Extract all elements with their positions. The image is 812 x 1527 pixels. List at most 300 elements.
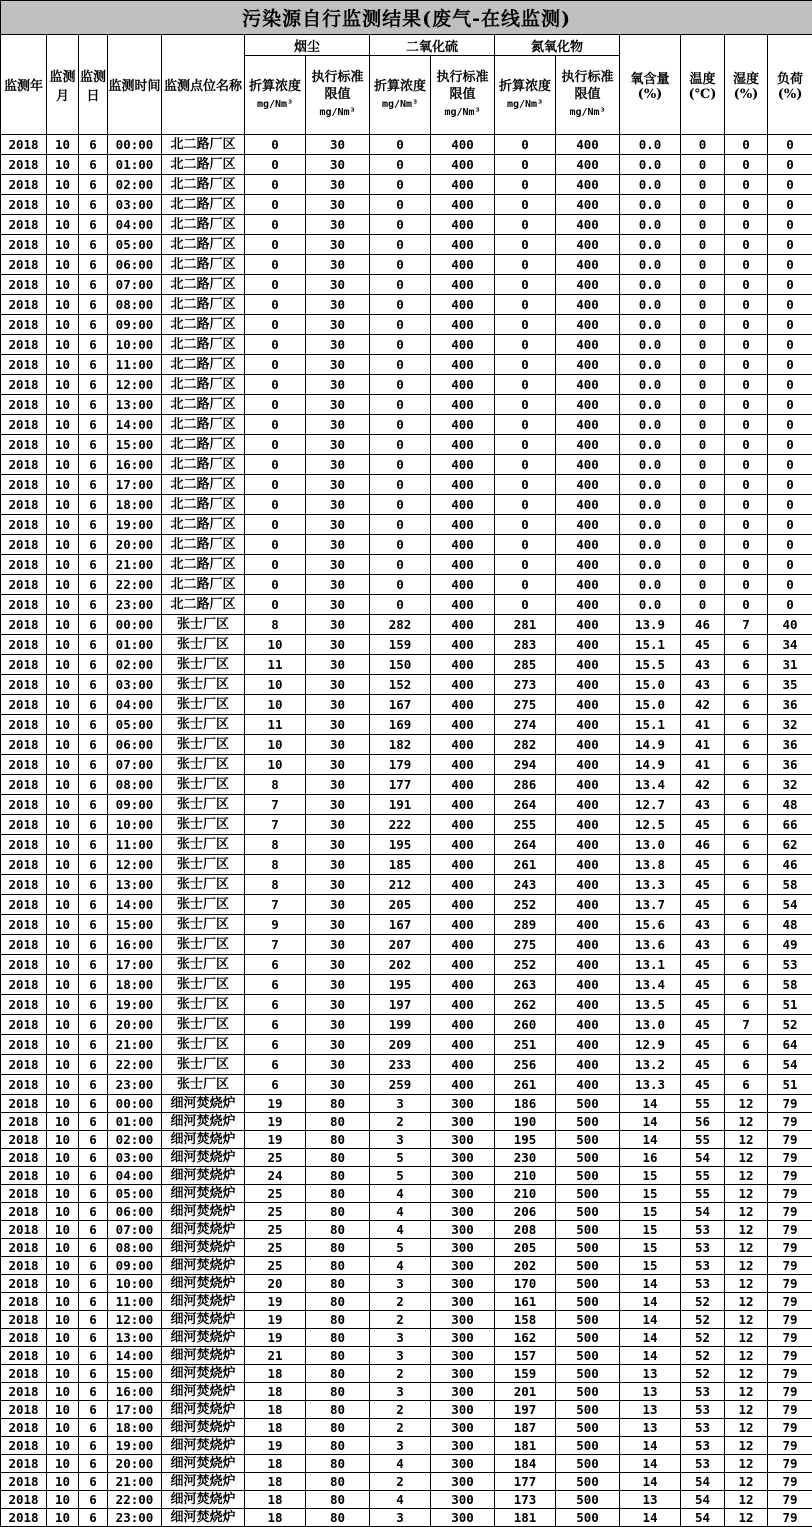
cell-load: 79 bbox=[768, 1131, 812, 1149]
cell-load: 0 bbox=[768, 415, 812, 435]
cell-day: 6 bbox=[79, 175, 108, 195]
cell-nox-limit: 500 bbox=[556, 1455, 620, 1473]
cell-dust-conc: 6 bbox=[245, 1075, 306, 1095]
cell-oxygen: 13.8 bbox=[620, 855, 681, 875]
cell-dust-limit: 30 bbox=[306, 255, 370, 275]
cell-humidity: 6 bbox=[725, 995, 768, 1015]
cell-humidity: 6 bbox=[725, 815, 768, 835]
cell-month: 10 bbox=[47, 955, 79, 975]
cell-day: 6 bbox=[79, 835, 108, 855]
cell-dust-conc: 7 bbox=[245, 815, 306, 835]
cell-nox-limit: 400 bbox=[556, 875, 620, 895]
cell-so2-conc: 0 bbox=[370, 455, 431, 475]
cell-humidity: 12 bbox=[725, 1365, 768, 1383]
cell-year: 2018 bbox=[1, 1509, 47, 1527]
table-row bbox=[1, 1275, 812, 1293]
cell-month: 10 bbox=[47, 435, 79, 455]
cell-temp: 53 bbox=[681, 1221, 725, 1239]
cell-time: 23:00 bbox=[108, 1075, 162, 1095]
cell-humidity: 12 bbox=[725, 1185, 768, 1203]
table-row bbox=[1, 1113, 812, 1131]
cell-so2-limit: 300 bbox=[431, 1221, 495, 1239]
cell-humidity: 12 bbox=[725, 1311, 768, 1329]
cell-month: 10 bbox=[47, 415, 79, 435]
cell-time: 22:00 bbox=[108, 1055, 162, 1075]
cell-dust-limit: 30 bbox=[306, 375, 370, 395]
cell-load: 58 bbox=[768, 875, 812, 895]
cell-so2-limit: 300 bbox=[431, 1149, 495, 1167]
cell-month: 10 bbox=[47, 635, 79, 655]
cell-so2-limit: 400 bbox=[431, 735, 495, 755]
cell-dust-limit: 80 bbox=[306, 1383, 370, 1401]
cell-nox-conc: 256 bbox=[495, 1055, 556, 1075]
table-row bbox=[1, 735, 812, 755]
table-row bbox=[1, 955, 812, 975]
cell-dust-limit: 80 bbox=[306, 1473, 370, 1491]
cell-so2-limit: 400 bbox=[431, 355, 495, 375]
cell-year: 2018 bbox=[1, 295, 47, 315]
cell-so2-conc: 3 bbox=[370, 1437, 431, 1455]
cell-dust-limit: 80 bbox=[306, 1293, 370, 1311]
cell-so2-conc: 207 bbox=[370, 935, 431, 955]
cell-dust-conc: 0 bbox=[245, 475, 306, 495]
cell-dust-limit: 80 bbox=[306, 1401, 370, 1419]
cell-nox-conc: 282 bbox=[495, 735, 556, 755]
cell-nox-conc: 206 bbox=[495, 1203, 556, 1221]
cell-humidity: 0 bbox=[725, 155, 768, 175]
cell-load: 46 bbox=[768, 855, 812, 875]
cell-so2-limit: 400 bbox=[431, 335, 495, 355]
cell-day: 6 bbox=[79, 1035, 108, 1055]
cell-temp: 0 bbox=[681, 455, 725, 475]
cell-oxygen: 13.5 bbox=[620, 995, 681, 1015]
table-row bbox=[1, 835, 812, 855]
cell-nox-conc: 0 bbox=[495, 135, 556, 155]
table-row bbox=[1, 455, 812, 475]
cell-humidity: 6 bbox=[725, 795, 768, 815]
cell-oxygen: 0.0 bbox=[620, 435, 681, 455]
cell-nox-conc: 0 bbox=[495, 415, 556, 435]
cell-site: 张士厂区 bbox=[162, 775, 245, 795]
cell-time: 00:00 bbox=[108, 135, 162, 155]
cell-dust-conc: 6 bbox=[245, 995, 306, 1015]
cell-so2-conc: 2 bbox=[370, 1401, 431, 1419]
cell-dust-limit: 80 bbox=[306, 1347, 370, 1365]
cell-humidity: 6 bbox=[725, 715, 768, 735]
cell-site: 细河焚烧炉 bbox=[162, 1437, 245, 1455]
table-row bbox=[1, 1473, 812, 1491]
table-row bbox=[1, 1075, 812, 1095]
cell-day: 6 bbox=[79, 675, 108, 695]
cell-load: 40 bbox=[768, 615, 812, 635]
cell-month: 10 bbox=[47, 1365, 79, 1383]
cell-load: 0 bbox=[768, 555, 812, 575]
table-row bbox=[1, 135, 812, 155]
cell-humidity: 7 bbox=[725, 615, 768, 635]
cell-so2-conc: 259 bbox=[370, 1075, 431, 1095]
cell-oxygen: 0.0 bbox=[620, 395, 681, 415]
cell-time: 11:00 bbox=[108, 1293, 162, 1311]
cell-nox-conc: 273 bbox=[495, 675, 556, 695]
table-row bbox=[1, 1185, 812, 1203]
cell-so2-conc: 197 bbox=[370, 995, 431, 1015]
cell-so2-limit: 400 bbox=[431, 955, 495, 975]
cell-so2-conc: 209 bbox=[370, 1035, 431, 1055]
cell-so2-limit: 400 bbox=[431, 455, 495, 475]
cell-dust-conc: 10 bbox=[245, 695, 306, 715]
cell-site: 细河焚烧炉 bbox=[162, 1185, 245, 1203]
cell-nox-limit: 400 bbox=[556, 975, 620, 995]
cell-so2-conc: 0 bbox=[370, 595, 431, 615]
cell-dust-conc: 10 bbox=[245, 675, 306, 695]
cell-so2-limit: 400 bbox=[431, 195, 495, 215]
cell-month: 10 bbox=[47, 875, 79, 895]
cell-humidity: 6 bbox=[725, 915, 768, 935]
cell-dust-conc: 25 bbox=[245, 1257, 306, 1275]
cell-temp: 0 bbox=[681, 595, 725, 615]
table-row bbox=[1, 675, 812, 695]
cell-time: 02:00 bbox=[108, 1131, 162, 1149]
cell-nox-limit: 400 bbox=[556, 775, 620, 795]
cell-site: 细河焚烧炉 bbox=[162, 1203, 245, 1221]
cell-nox-conc: 0 bbox=[495, 255, 556, 275]
cell-dust-limit: 30 bbox=[306, 175, 370, 195]
cell-month: 10 bbox=[47, 1419, 79, 1437]
cell-dust-conc: 19 bbox=[245, 1311, 306, 1329]
cell-nox-limit: 400 bbox=[556, 395, 620, 415]
cell-dust-limit: 30 bbox=[306, 275, 370, 295]
cell-month: 10 bbox=[47, 695, 79, 715]
cell-dust-limit: 30 bbox=[306, 335, 370, 355]
cell-so2-conc: 169 bbox=[370, 715, 431, 735]
cell-month: 10 bbox=[47, 1383, 79, 1401]
cell-time: 05:00 bbox=[108, 715, 162, 735]
cell-temp: 45 bbox=[681, 1075, 725, 1095]
cell-month: 10 bbox=[47, 715, 79, 735]
cell-temp: 45 bbox=[681, 815, 725, 835]
cell-nox-conc: 252 bbox=[495, 895, 556, 915]
cell-nox-conc: 261 bbox=[495, 855, 556, 875]
cell-nox-limit: 400 bbox=[556, 955, 620, 975]
cell-oxygen: 0.0 bbox=[620, 415, 681, 435]
cell-load: 79 bbox=[768, 1095, 812, 1113]
cell-dust-conc: 19 bbox=[245, 1131, 306, 1149]
cell-oxygen: 15 bbox=[620, 1203, 681, 1221]
cell-year: 2018 bbox=[1, 895, 47, 915]
cell-load: 58 bbox=[768, 975, 812, 995]
cell-nox-limit: 500 bbox=[556, 1131, 620, 1149]
cell-so2-limit: 400 bbox=[431, 815, 495, 835]
cell-dust-limit: 30 bbox=[306, 395, 370, 415]
table-row bbox=[1, 555, 812, 575]
cell-year: 2018 bbox=[1, 575, 47, 595]
cell-nox-limit: 400 bbox=[556, 635, 620, 655]
cell-time: 01:00 bbox=[108, 1113, 162, 1131]
cell-dust-conc: 0 bbox=[245, 195, 306, 215]
table-row bbox=[1, 495, 812, 515]
cell-time: 14:00 bbox=[108, 895, 162, 915]
cell-so2-conc: 0 bbox=[370, 315, 431, 335]
cell-day: 6 bbox=[79, 735, 108, 755]
cell-humidity: 0 bbox=[725, 275, 768, 295]
cell-site: 张士厂区 bbox=[162, 1015, 245, 1035]
cell-dust-conc: 18 bbox=[245, 1365, 306, 1383]
cell-temp: 43 bbox=[681, 935, 725, 955]
cell-nox-conc: 186 bbox=[495, 1095, 556, 1113]
cell-humidity: 0 bbox=[725, 415, 768, 435]
cell-year: 2018 bbox=[1, 775, 47, 795]
cell-humidity: 12 bbox=[725, 1239, 768, 1257]
cell-year: 2018 bbox=[1, 615, 47, 635]
cell-time: 02:00 bbox=[108, 175, 162, 195]
cell-temp: 52 bbox=[681, 1365, 725, 1383]
cell-load: 79 bbox=[768, 1365, 812, 1383]
cell-so2-limit: 400 bbox=[431, 655, 495, 675]
cell-humidity: 6 bbox=[725, 935, 768, 955]
cell-time: 10:00 bbox=[108, 1275, 162, 1293]
cell-dust-conc: 0 bbox=[245, 515, 306, 535]
cell-dust-limit: 30 bbox=[306, 775, 370, 795]
cell-dust-limit: 80 bbox=[306, 1419, 370, 1437]
cell-dust-conc: 0 bbox=[245, 135, 306, 155]
cell-site: 北二路厂区 bbox=[162, 195, 245, 215]
cell-temp: 55 bbox=[681, 1185, 725, 1203]
cell-time: 09:00 bbox=[108, 315, 162, 335]
cell-oxygen: 14 bbox=[620, 1131, 681, 1149]
cell-year: 2018 bbox=[1, 315, 47, 335]
cell-dust-conc: 0 bbox=[245, 375, 306, 395]
cell-temp: 41 bbox=[681, 715, 725, 735]
cell-dust-limit: 30 bbox=[306, 915, 370, 935]
table-row bbox=[1, 755, 812, 775]
table-row bbox=[1, 515, 812, 535]
cell-month: 10 bbox=[47, 1035, 79, 1055]
cell-load: 51 bbox=[768, 1075, 812, 1095]
cell-day: 6 bbox=[79, 275, 108, 295]
cell-nox-limit: 400 bbox=[556, 355, 620, 375]
cell-temp: 0 bbox=[681, 435, 725, 455]
cell-temp: 45 bbox=[681, 875, 725, 895]
cell-oxygen: 14 bbox=[620, 1329, 681, 1347]
cell-time: 22:00 bbox=[108, 575, 162, 595]
cell-nox-conc: 157 bbox=[495, 1347, 556, 1365]
table-row bbox=[1, 855, 812, 875]
cell-dust-limit: 30 bbox=[306, 615, 370, 635]
cell-so2-conc: 2 bbox=[370, 1113, 431, 1131]
cell-day: 6 bbox=[79, 375, 108, 395]
cell-temp: 43 bbox=[681, 795, 725, 815]
cell-dust-conc: 18 bbox=[245, 1419, 306, 1437]
cell-temp: 54 bbox=[681, 1149, 725, 1167]
cell-month: 10 bbox=[47, 135, 79, 155]
table-row bbox=[1, 275, 812, 295]
cell-nox-limit: 500 bbox=[556, 1239, 620, 1257]
cell-month: 10 bbox=[47, 755, 79, 775]
cell-so2-limit: 400 bbox=[431, 535, 495, 555]
cell-site: 北二路厂区 bbox=[162, 335, 245, 355]
cell-dust-limit: 80 bbox=[306, 1365, 370, 1383]
cell-month: 10 bbox=[47, 1075, 79, 1095]
cell-dust-limit: 30 bbox=[306, 995, 370, 1015]
cell-dust-limit: 30 bbox=[306, 515, 370, 535]
cell-month: 10 bbox=[47, 1473, 79, 1491]
cell-humidity: 12 bbox=[725, 1347, 768, 1365]
cell-month: 10 bbox=[47, 1275, 79, 1293]
cell-so2-conc: 3 bbox=[370, 1509, 431, 1527]
cell-site: 北二路厂区 bbox=[162, 135, 245, 155]
table-row bbox=[1, 335, 812, 355]
cell-month: 10 bbox=[47, 1437, 79, 1455]
cell-temp: 0 bbox=[681, 155, 725, 175]
cell-year: 2018 bbox=[1, 955, 47, 975]
cell-day: 6 bbox=[79, 795, 108, 815]
cell-so2-conc: 2 bbox=[370, 1473, 431, 1491]
cell-month: 10 bbox=[47, 1347, 79, 1365]
cell-day: 6 bbox=[79, 815, 108, 835]
cell-oxygen: 16 bbox=[620, 1149, 681, 1167]
cell-dust-limit: 30 bbox=[306, 595, 370, 615]
cell-oxygen: 15 bbox=[620, 1239, 681, 1257]
cell-time: 23:00 bbox=[108, 595, 162, 615]
cell-load: 0 bbox=[768, 455, 812, 475]
cell-humidity: 0 bbox=[725, 235, 768, 255]
cell-day: 6 bbox=[79, 935, 108, 955]
cell-month: 10 bbox=[47, 175, 79, 195]
cell-nox-conc: 230 bbox=[495, 1149, 556, 1167]
cell-nox-limit: 500 bbox=[556, 1347, 620, 1365]
cell-oxygen: 13.4 bbox=[620, 775, 681, 795]
cell-dust-conc: 19 bbox=[245, 1437, 306, 1455]
cell-dust-limit: 30 bbox=[306, 1075, 370, 1095]
cell-humidity: 0 bbox=[725, 215, 768, 235]
table-row bbox=[1, 1239, 812, 1257]
cell-nox-limit: 400 bbox=[556, 795, 620, 815]
cell-year: 2018 bbox=[1, 935, 47, 955]
cell-load: 31 bbox=[768, 655, 812, 675]
cell-site: 张士厂区 bbox=[162, 875, 245, 895]
cell-dust-conc: 8 bbox=[245, 835, 306, 855]
cell-dust-conc: 7 bbox=[245, 795, 306, 815]
cell-month: 10 bbox=[47, 1257, 79, 1275]
cell-humidity: 12 bbox=[725, 1293, 768, 1311]
cell-humidity: 12 bbox=[725, 1149, 768, 1167]
cell-site: 张士厂区 bbox=[162, 855, 245, 875]
cell-dust-conc: 11 bbox=[245, 655, 306, 675]
table-row bbox=[1, 1221, 812, 1239]
cell-site: 细河焚烧炉 bbox=[162, 1275, 245, 1293]
cell-temp: 53 bbox=[681, 1275, 725, 1293]
cell-time: 06:00 bbox=[108, 255, 162, 275]
cell-nox-conc: 0 bbox=[495, 175, 556, 195]
cell-oxygen: 0.0 bbox=[620, 495, 681, 515]
cell-month: 10 bbox=[47, 1185, 79, 1203]
cell-so2-conc: 4 bbox=[370, 1185, 431, 1203]
cell-oxygen: 13.3 bbox=[620, 875, 681, 895]
cell-so2-conc: 0 bbox=[370, 215, 431, 235]
cell-so2-conc: 0 bbox=[370, 355, 431, 375]
cell-temp: 0 bbox=[681, 135, 725, 155]
cell-day: 6 bbox=[79, 875, 108, 895]
cell-so2-limit: 400 bbox=[431, 395, 495, 415]
cell-time: 08:00 bbox=[108, 295, 162, 315]
cell-temp: 0 bbox=[681, 195, 725, 215]
cell-nox-limit: 500 bbox=[556, 1095, 620, 1113]
cell-nox-conc: 0 bbox=[495, 375, 556, 395]
cell-site: 细河焚烧炉 bbox=[162, 1239, 245, 1257]
cell-time: 11:00 bbox=[108, 355, 162, 375]
cell-year: 2018 bbox=[1, 395, 47, 415]
cell-humidity: 0 bbox=[725, 255, 768, 275]
cell-time: 08:00 bbox=[108, 775, 162, 795]
cell-day: 6 bbox=[79, 1437, 108, 1455]
cell-load: 0 bbox=[768, 275, 812, 295]
cell-so2-limit: 400 bbox=[431, 635, 495, 655]
table-row bbox=[1, 995, 812, 1015]
cell-year: 2018 bbox=[1, 1383, 47, 1401]
cell-so2-limit: 300 bbox=[431, 1365, 495, 1383]
cell-month: 10 bbox=[47, 655, 79, 675]
cell-time: 01:00 bbox=[108, 635, 162, 655]
cell-year: 2018 bbox=[1, 715, 47, 735]
cell-oxygen: 13.9 bbox=[620, 615, 681, 635]
cell-so2-conc: 3 bbox=[370, 1275, 431, 1293]
cell-year: 2018 bbox=[1, 655, 47, 675]
cell-so2-conc: 0 bbox=[370, 475, 431, 495]
cell-load: 79 bbox=[768, 1383, 812, 1401]
cell-temp: 43 bbox=[681, 675, 725, 695]
cell-site: 细河焚烧炉 bbox=[162, 1455, 245, 1473]
cell-site: 细河焚烧炉 bbox=[162, 1095, 245, 1113]
cell-load: 0 bbox=[768, 255, 812, 275]
cell-dust-conc: 7 bbox=[245, 935, 306, 955]
cell-oxygen: 15.1 bbox=[620, 715, 681, 735]
cell-nox-conc: 210 bbox=[495, 1185, 556, 1203]
cell-nox-limit: 400 bbox=[556, 835, 620, 855]
cell-oxygen: 13.0 bbox=[620, 835, 681, 855]
cell-nox-limit: 400 bbox=[556, 815, 620, 835]
cell-temp: 0 bbox=[681, 535, 725, 555]
cell-dust-conc: 18 bbox=[245, 1401, 306, 1419]
cell-time: 00:00 bbox=[108, 1095, 162, 1113]
cell-day: 6 bbox=[79, 1113, 108, 1131]
cell-dust-conc: 0 bbox=[245, 295, 306, 315]
cell-nox-limit: 500 bbox=[556, 1185, 620, 1203]
cell-load: 49 bbox=[768, 935, 812, 955]
cell-month: 10 bbox=[47, 555, 79, 575]
cell-temp: 0 bbox=[681, 335, 725, 355]
cell-oxygen: 15 bbox=[620, 1221, 681, 1239]
cell-dust-limit: 30 bbox=[306, 815, 370, 835]
cell-year: 2018 bbox=[1, 755, 47, 775]
cell-month: 10 bbox=[47, 1113, 79, 1131]
cell-day: 6 bbox=[79, 695, 108, 715]
cell-time: 07:00 bbox=[108, 1221, 162, 1239]
table-row bbox=[1, 1491, 812, 1509]
cell-dust-conc: 25 bbox=[245, 1149, 306, 1167]
cell-so2-limit: 400 bbox=[431, 1015, 495, 1035]
cell-humidity: 6 bbox=[725, 675, 768, 695]
cell-so2-limit: 400 bbox=[431, 135, 495, 155]
cell-nox-conc: 195 bbox=[495, 1131, 556, 1149]
cell-day: 6 bbox=[79, 855, 108, 875]
cell-humidity: 6 bbox=[725, 695, 768, 715]
table-row bbox=[1, 715, 812, 735]
cell-humidity: 12 bbox=[725, 1221, 768, 1239]
cell-oxygen: 13.7 bbox=[620, 895, 681, 915]
cell-day: 6 bbox=[79, 635, 108, 655]
cell-year: 2018 bbox=[1, 835, 47, 855]
cell-temp: 0 bbox=[681, 415, 725, 435]
